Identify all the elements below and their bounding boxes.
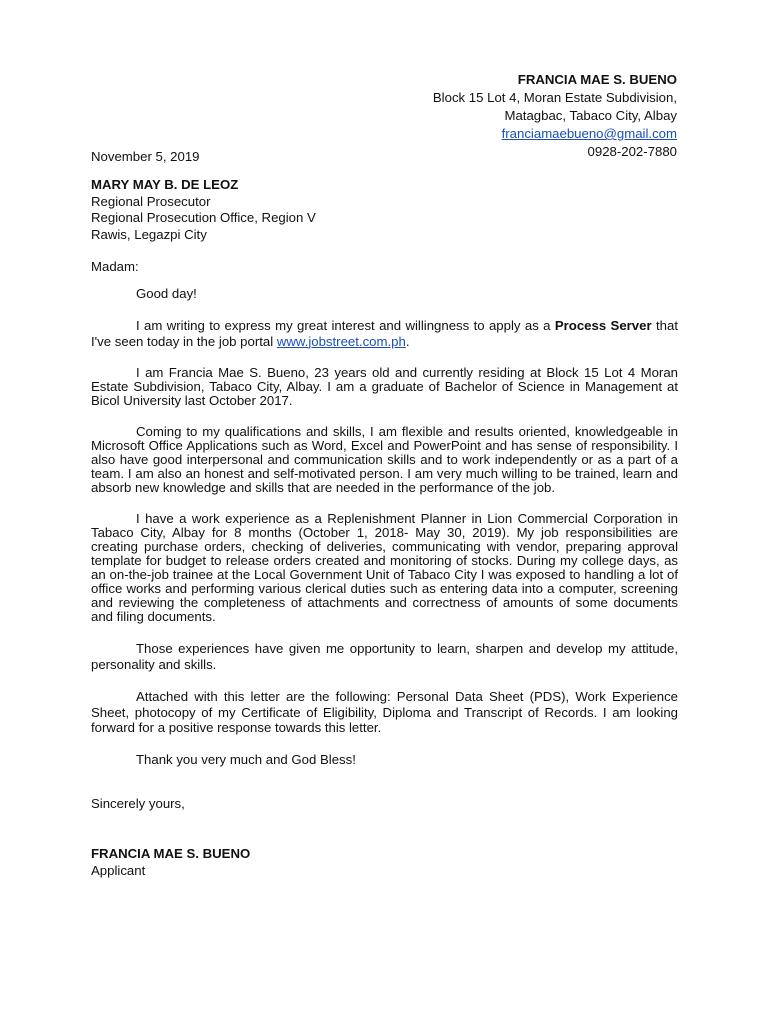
experience-paragraph: I have a work experience as a Replenishment Planner in Lion Commercial Corporation in Tabaco City, Albay for 8 months (October 1, 2018- May 30, 2019). My job responsibilities are creating purchase orders, checking of deliveries, communicating with vendor, preparing approval template for budget to release orders created and monitoring of stocks. During my college days, as an on-the-job trainee at the Local Government Unit of Tabaco City I was exposed to handling a lot of office works and performing various clerical duties such as entering data into a computer, screening and reviewing the completeness of attachments and correctness of amounts of some documents and filing documents. [91, 511, 678, 624]
position-name: Process Server [554, 318, 652, 333]
signature-block [91, 846, 250, 879]
letter-date: November 5, 2019 [91, 149, 200, 164]
intent-text-start: I am writing to express my great interest and willingness to apply as a [136, 318, 555, 333]
salutation: Madam: [91, 259, 139, 274]
signature-name: FRANCIA MAE S. BUENO [91, 846, 251, 861]
sender-address-line-2: Matagbac, Tabaco City, Albay [504, 108, 677, 123]
thanks-paragraph: Thank you very much and God Bless! [136, 751, 356, 767]
job-portal-link[interactable]: www.jobstreet.com.ph [276, 333, 406, 349]
sender-block [433, 71, 677, 161]
closing: Sincerely yours, [91, 796, 185, 811]
greeting-paragraph: Good day! [136, 286, 197, 301]
qualifications-paragraph: Coming to my qualifications and skills, I am flexible and results oriented, knowledgeable in Microsoft Office Applications such as Word, Excel and PowerPoint and has sense of responsibility. I also have good interpersonal and communication skills and to work independently or as a part of a team. I am also an honest and self-motivated person. I am very much willing to be trained, learn and absorb new knowledge and skills that are needed in the performance of the job. [91, 424, 678, 495]
intent-text-end: . [405, 333, 410, 349]
sender-address-line-1: Block 15 Lot 4, Moran Estate Subdivision, [432, 90, 677, 105]
signature-role: Applicant [91, 862, 146, 878]
letter-body [91, 287, 678, 784]
intent-paragraph [91, 318, 678, 349]
attachments-paragraph: Attached with this letter are the following: Personal Data Sheet (PDS), Work Experience Sheet, photocopy of my Certificate of Eligibility, Diploma and Transcript of Records. I am looking forward for a positive response towards this letter. [91, 689, 678, 735]
sender-phone: 0928-202-7880 [587, 144, 677, 159]
background-paragraph: I am Francia Mae S. Bueno, 23 years old and currently residing at Block 15 Lot 4 Moran Estate Subdivision, Tabaco City, Albay. I am a graduate of Bachelor of Science in Management at Bicol University last October 2017. [91, 365, 678, 408]
recipient-location: Rawis, Legazpi City [91, 226, 207, 242]
sender-email-link[interactable]: franciamaebueno@gmail.com [501, 126, 677, 141]
recipient-title: Regional Prosecutor [91, 193, 211, 209]
sender-name: FRANCIA MAE S. BUENO [517, 72, 677, 87]
recipient-name: MARY MAY B. DE LEOZ [91, 177, 239, 192]
growth-paragraph: Those experiences have given me opportunity to learn, sharpen and develop my attitude, personality and skills. [91, 641, 678, 672]
recipient-block [91, 177, 316, 243]
recipient-office: Regional Prosecution Office, Region V [91, 210, 316, 225]
intent-text-middle: that I've seen today in the job portal [91, 318, 678, 349]
